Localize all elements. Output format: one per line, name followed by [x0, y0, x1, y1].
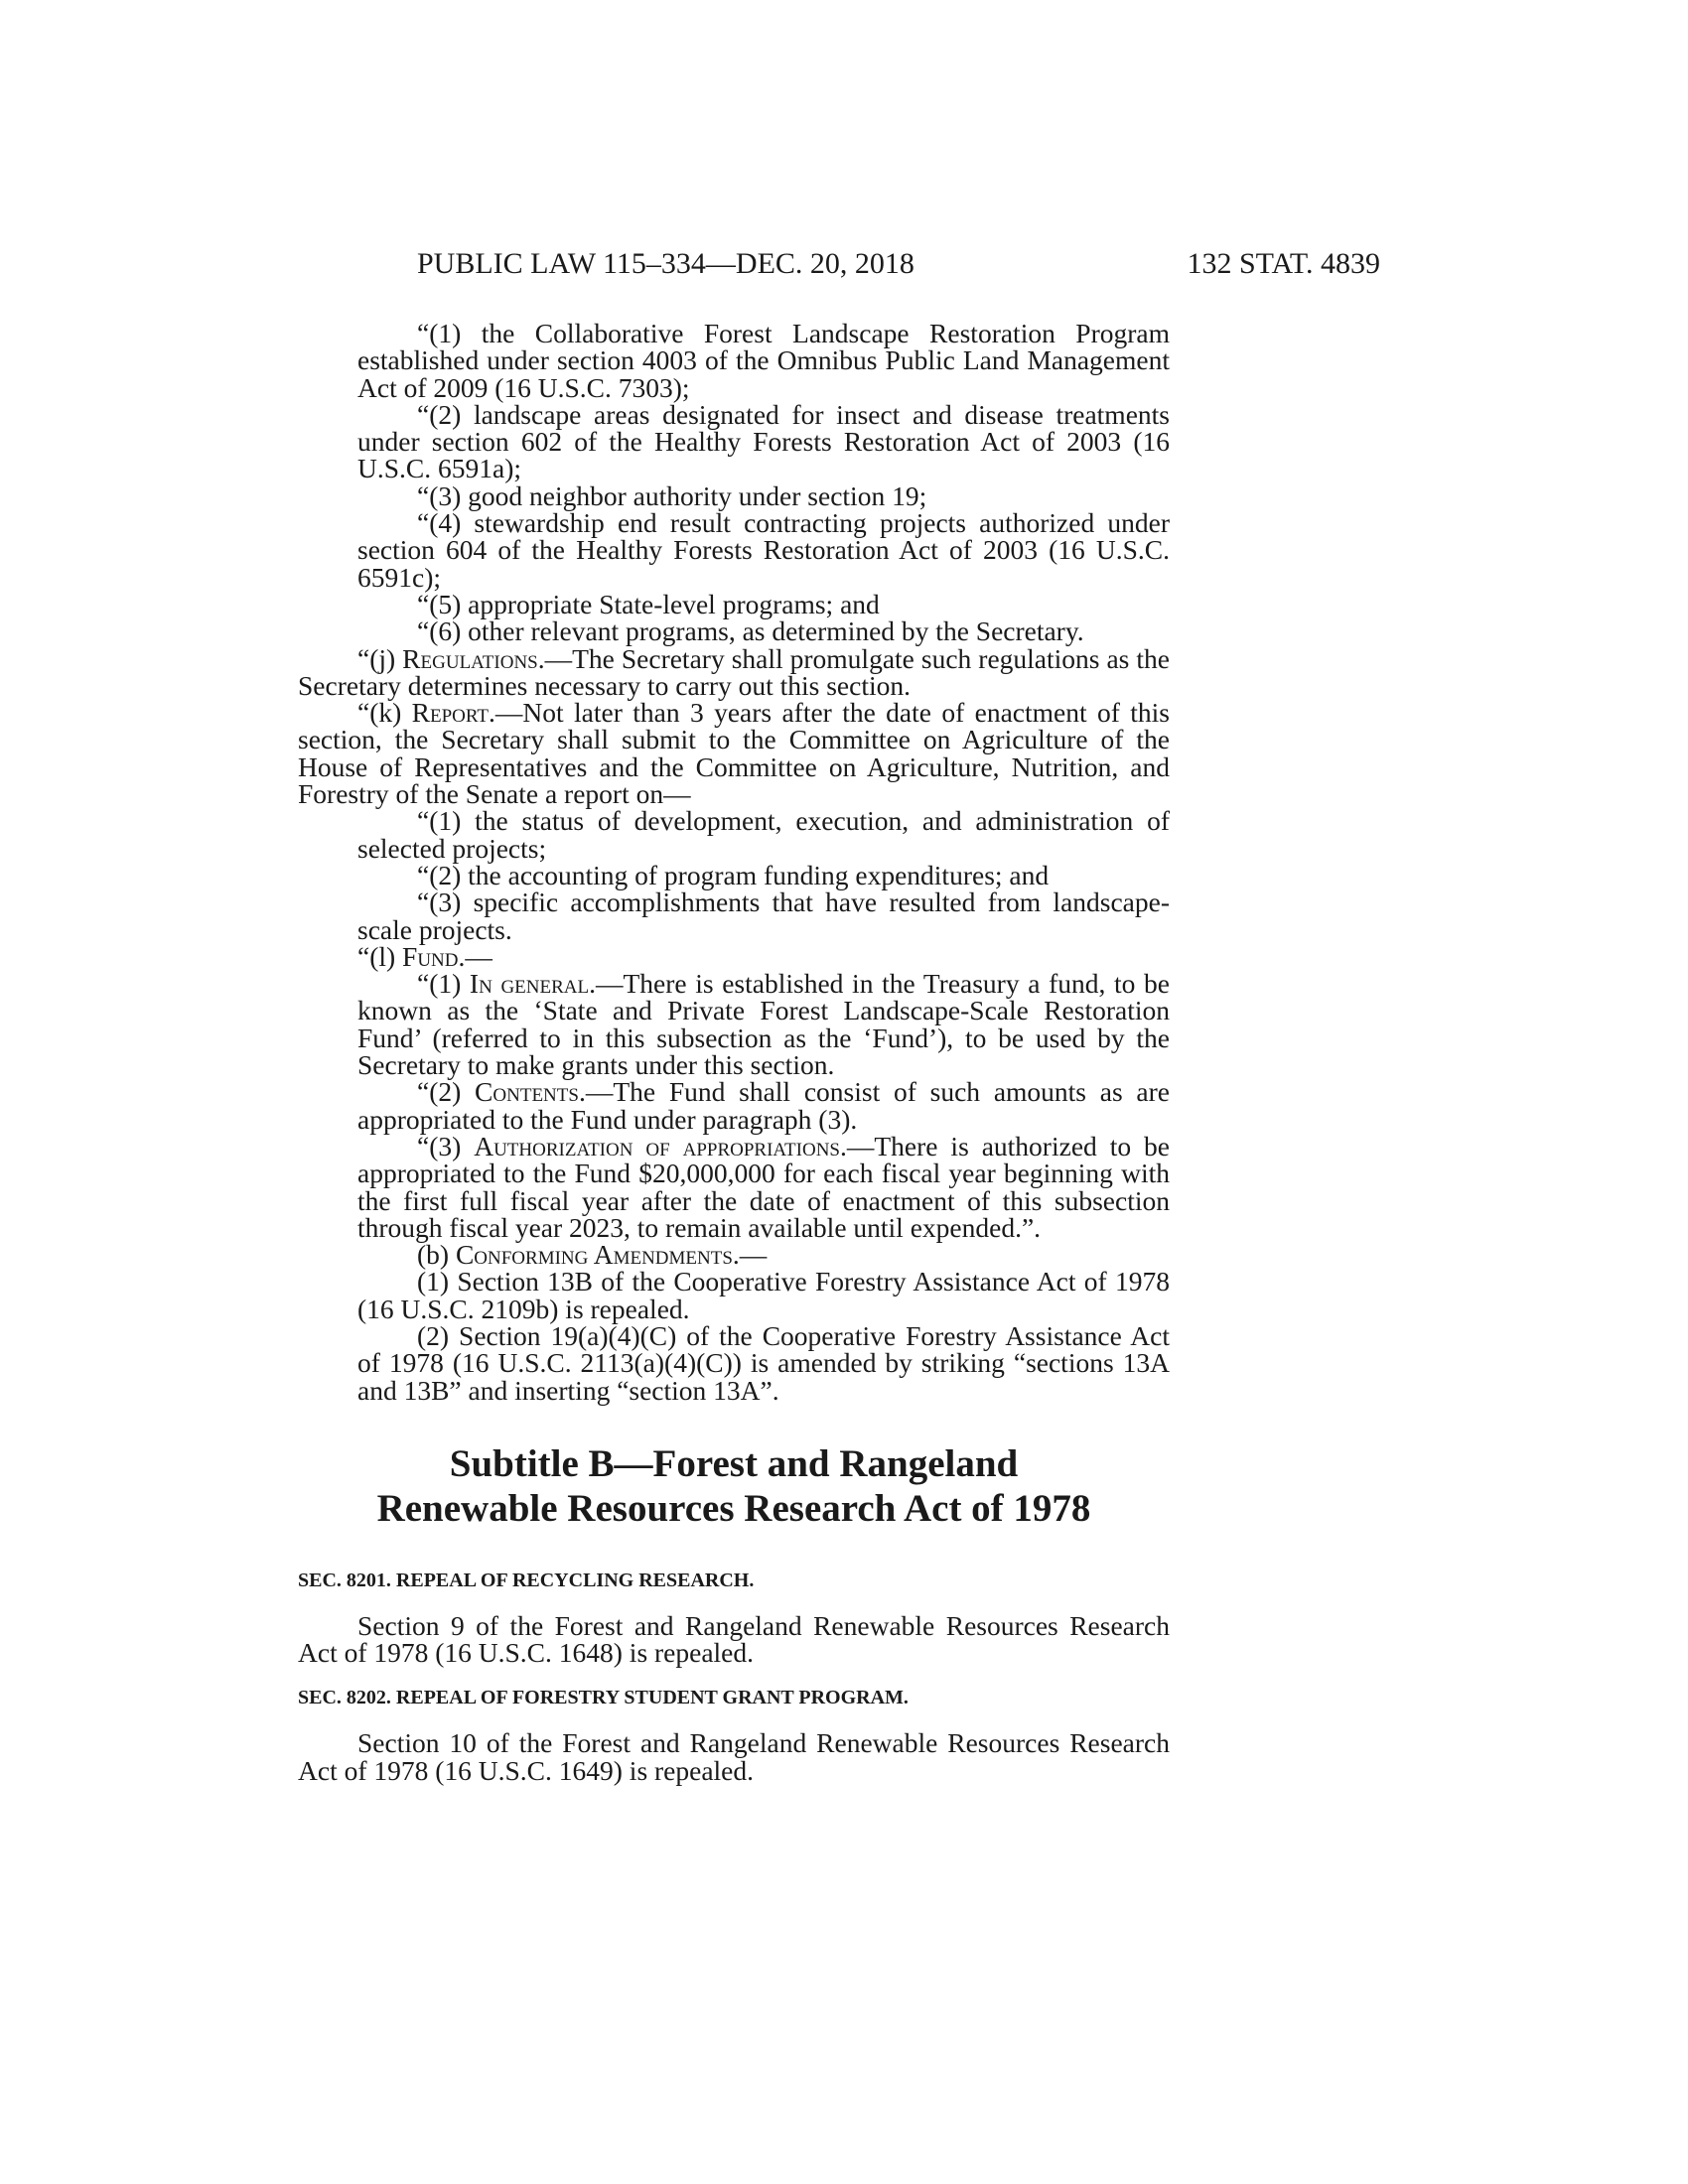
subsection-l-prefix: “(l)	[357, 940, 403, 972]
subtitle-line-1: Subtitle B—Forest and Rangeland	[449, 1441, 1019, 1485]
section-text: Section 9 of the Forest and Rangeland Renewable Resources Research Act of 1978 (16 U.S.C. 1648) is repealed.	[298, 1609, 1170, 1669]
subsection-j-heading: Regulations	[402, 642, 538, 674]
subsection-b	[298, 1239, 1170, 1271]
list-item: “(1) the status of development, execution, and administration of selected projects;	[357, 805, 1170, 864]
list-item: (2) Section 19(a)(4)(C) of the Cooperative Forestry Assistance Act of 1978 (16 U.S.C. 2113(a)(4)(C)) is amended by striking “sections 13A and 13B” and inserting “section 13A”.	[357, 1319, 1170, 1406]
subsection-b-prefix: (b)	[417, 1239, 456, 1271]
paragraph-l1	[298, 968, 1170, 1081]
paragraph-l2-text: .—The Fund shall consist of such amounts as are appropriated to the Fund under paragraph (3).	[357, 1076, 1171, 1135]
subsection-j	[298, 642, 1170, 701]
subtitle-heading	[298, 1441, 1170, 1531]
list-item: “(3) good neighbor authority under section 19;	[417, 479, 927, 511]
list-item: “(1) the Collaborative Forest Landscape Restoration Program established under section 4003 of the Omnibus Public Land Management Act of 2009 (16 U.S.C. 7303);	[357, 318, 1170, 403]
list-item: (1) Section 13B of the Cooperative Forestry Assistance Act of 1978 (16 U.S.C. 2109b) is repealed.	[357, 1266, 1170, 1324]
paragraph-l3-heading: Authorization of appropriations	[474, 1130, 840, 1161]
subsection-k	[298, 697, 1170, 810]
subsection-k-text: .—Not later than 3 years after the date of enactment of this section, the Secretary shall submit to the Committee on Agriculture of the House of Representatives and the Committee on Agriculture, Nutrition, and Forestry of the Senate a report on—	[298, 697, 1170, 810]
running-header	[298, 244, 1380, 284]
paragraph-l3-text: .—There is authorized to be appropriated to the Fund $20,000,000 for each fiscal year beginning with the first full fiscal year after the date of enactment of this subsection through fiscal year 2023, to remain available until expended.”.	[357, 1130, 1170, 1243]
paragraph-l1-text: .—There is established in the Treasury a fund, to be known as the ‘State and Private Forest Landscape-Scale Restoration Fund’ (referred to in this subsection as the ‘Fund’), to be used by the Secretary to make grants under this section.	[357, 968, 1170, 1081]
paragraph-l1-prefix: “(1)	[417, 968, 470, 1000]
section-heading: SEC. 8202. REPEAL OF FORESTRY STUDENT GRANT PROGRAM.	[298, 1687, 909, 1709]
subsection-l-heading: Fund	[402, 940, 459, 972]
paragraph-l1-heading: In general	[469, 968, 590, 1000]
paragraph-l2-heading: Contents	[475, 1076, 579, 1108]
paragraph-l3	[298, 1130, 1170, 1243]
paragraph-l2	[298, 1078, 1170, 1133]
subsection-k-prefix: “(k)	[357, 697, 412, 729]
page-body	[298, 320, 1170, 1784]
statute-page-number: 132 STAT. 4839	[1187, 247, 1380, 280]
list-item: “(6) other relevant programs, as determined by the Secretary.	[417, 615, 1084, 647]
paragraph-l3-prefix: “(3)	[417, 1130, 475, 1161]
paragraph-l2-prefix: “(2)	[417, 1076, 476, 1108]
section-heading: SEC. 8201. REPEAL OF RECYCLING RESEARCH.	[298, 1569, 755, 1591]
section-text: Section 10 of the Forest and Rangeland Renewable Resources Research Act of 1978 (16 U.S.C. 1649) is repealed.	[298, 1727, 1170, 1786]
subsection-l	[298, 940, 1170, 972]
subsection-l-suffix: .—	[458, 940, 492, 972]
list-item: “(3) specific accomplishments that have resulted from landscape-scale projects.	[357, 887, 1170, 945]
list-item: “(2) landscape areas designated for insect and disease treatments under section 602 of the Healthy Forests Restoration Act of 2003 (16 U.S.C. 6591a);	[357, 398, 1170, 484]
list-item: “(5) appropriate State-level programs; and	[417, 588, 880, 619]
list-item: “(4) stewardship end result contracting projects authorized under section 604 of the Healthy Forests Restoration Act of 2003 (16 U.S.C. 6591c);	[357, 507, 1170, 593]
subsection-b-suffix: .—	[732, 1239, 768, 1271]
subtitle-line-2: Renewable Resources Research Act of 1978	[376, 1486, 1091, 1530]
subsection-j-text: .—The Secretary shall promulgate such regulations as the Secretary determines necessary to carry out this section.	[298, 642, 1170, 701]
subsection-j-prefix: “(j)	[357, 642, 403, 674]
header-title: PUBLIC LAW 115–334—DEC. 20, 2018	[417, 247, 914, 280]
list-item: “(2) the accounting of program funding expenditures; and	[417, 859, 1050, 890]
subsection-b-heading: Conforming Amendments	[455, 1239, 733, 1271]
subsection-k-heading: Report	[411, 697, 490, 729]
